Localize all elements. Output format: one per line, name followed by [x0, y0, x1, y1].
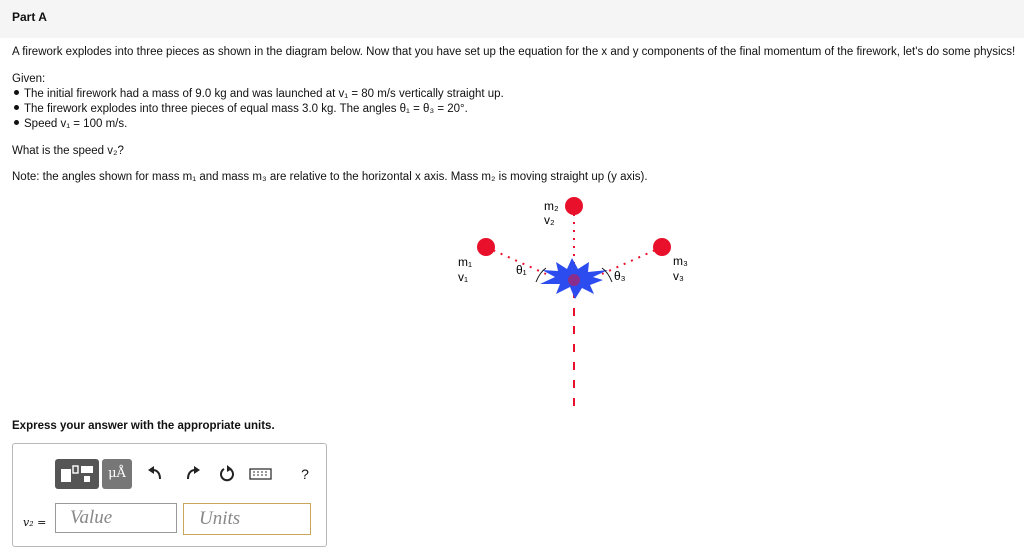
given-text-2: The firework explodes into three pieces of equal mass 3.0 kg. The angles θ₁ = θ₃ = 20°. [24, 103, 468, 115]
help-button[interactable]: ? [301, 466, 309, 482]
mu-angstrom-button[interactable]: μÅ [102, 459, 132, 489]
mass3-ball [653, 238, 671, 256]
units-input[interactable] [183, 503, 311, 535]
v3-label: v₃ [673, 269, 684, 283]
part-title: Part A [12, 10, 47, 24]
question-text: What is the speed v₂? [12, 145, 124, 157]
given-item-3 [12, 118, 127, 130]
undo-icon [145, 459, 167, 489]
reset-icon [216, 459, 238, 489]
express-instructions: Express your answer with the appropriate units. [12, 420, 275, 432]
given-text-1: The initial firework had a mass of 9.0 kg and was launched at v₁ = 80 m/s vertically straight up. [24, 88, 504, 100]
redo-button[interactable] [181, 459, 203, 489]
undo-button[interactable] [145, 459, 167, 489]
theta3-label: θ₃ [614, 269, 626, 283]
reset-button[interactable] [216, 459, 238, 489]
m2-label: m₂ [544, 199, 559, 213]
v1-label: v₁ [458, 270, 469, 284]
mass2-ball [565, 197, 583, 215]
part-header [0, 0, 1024, 38]
firework-diagram [440, 188, 710, 413]
given-label: Given: [12, 73, 46, 85]
answer-variable-label: v₂ = [23, 516, 47, 529]
theta1-label: θ₁ [516, 263, 527, 277]
problem-intro: A firework explodes into three pieces as shown in the diagram below. Now that you have set up the equation for the x and y components of the final momentum of the firework, let's do some physics! [12, 46, 1016, 58]
templates-icon [55, 459, 99, 489]
mass1-ball [477, 238, 495, 256]
note-text: Note: the angles shown for mass m₁ and mass m₃ are relative to the horizontal x axis. Mass m₂ is moving straight up (y axis). [12, 171, 648, 183]
given-item-1 [12, 88, 504, 100]
m1-label: m₁ [458, 255, 473, 269]
explosion-core [568, 274, 580, 286]
m3-trail [602, 247, 662, 274]
bullet-icon [14, 120, 19, 125]
bullet-icon [14, 90, 19, 95]
bullet-icon [14, 105, 19, 110]
v2-label: v₂ [544, 213, 555, 227]
given-text-3: Speed v₁ = 100 m/s. [24, 118, 128, 130]
redo-icon [181, 459, 203, 489]
answer-panel [12, 443, 327, 547]
templates-button[interactable] [55, 459, 99, 489]
m3-label: m₃ [673, 254, 688, 268]
keyboard-icon [247, 459, 275, 489]
keyboard-button[interactable] [247, 459, 275, 489]
given-item-2 [12, 103, 468, 115]
value-input[interactable] [55, 503, 177, 533]
